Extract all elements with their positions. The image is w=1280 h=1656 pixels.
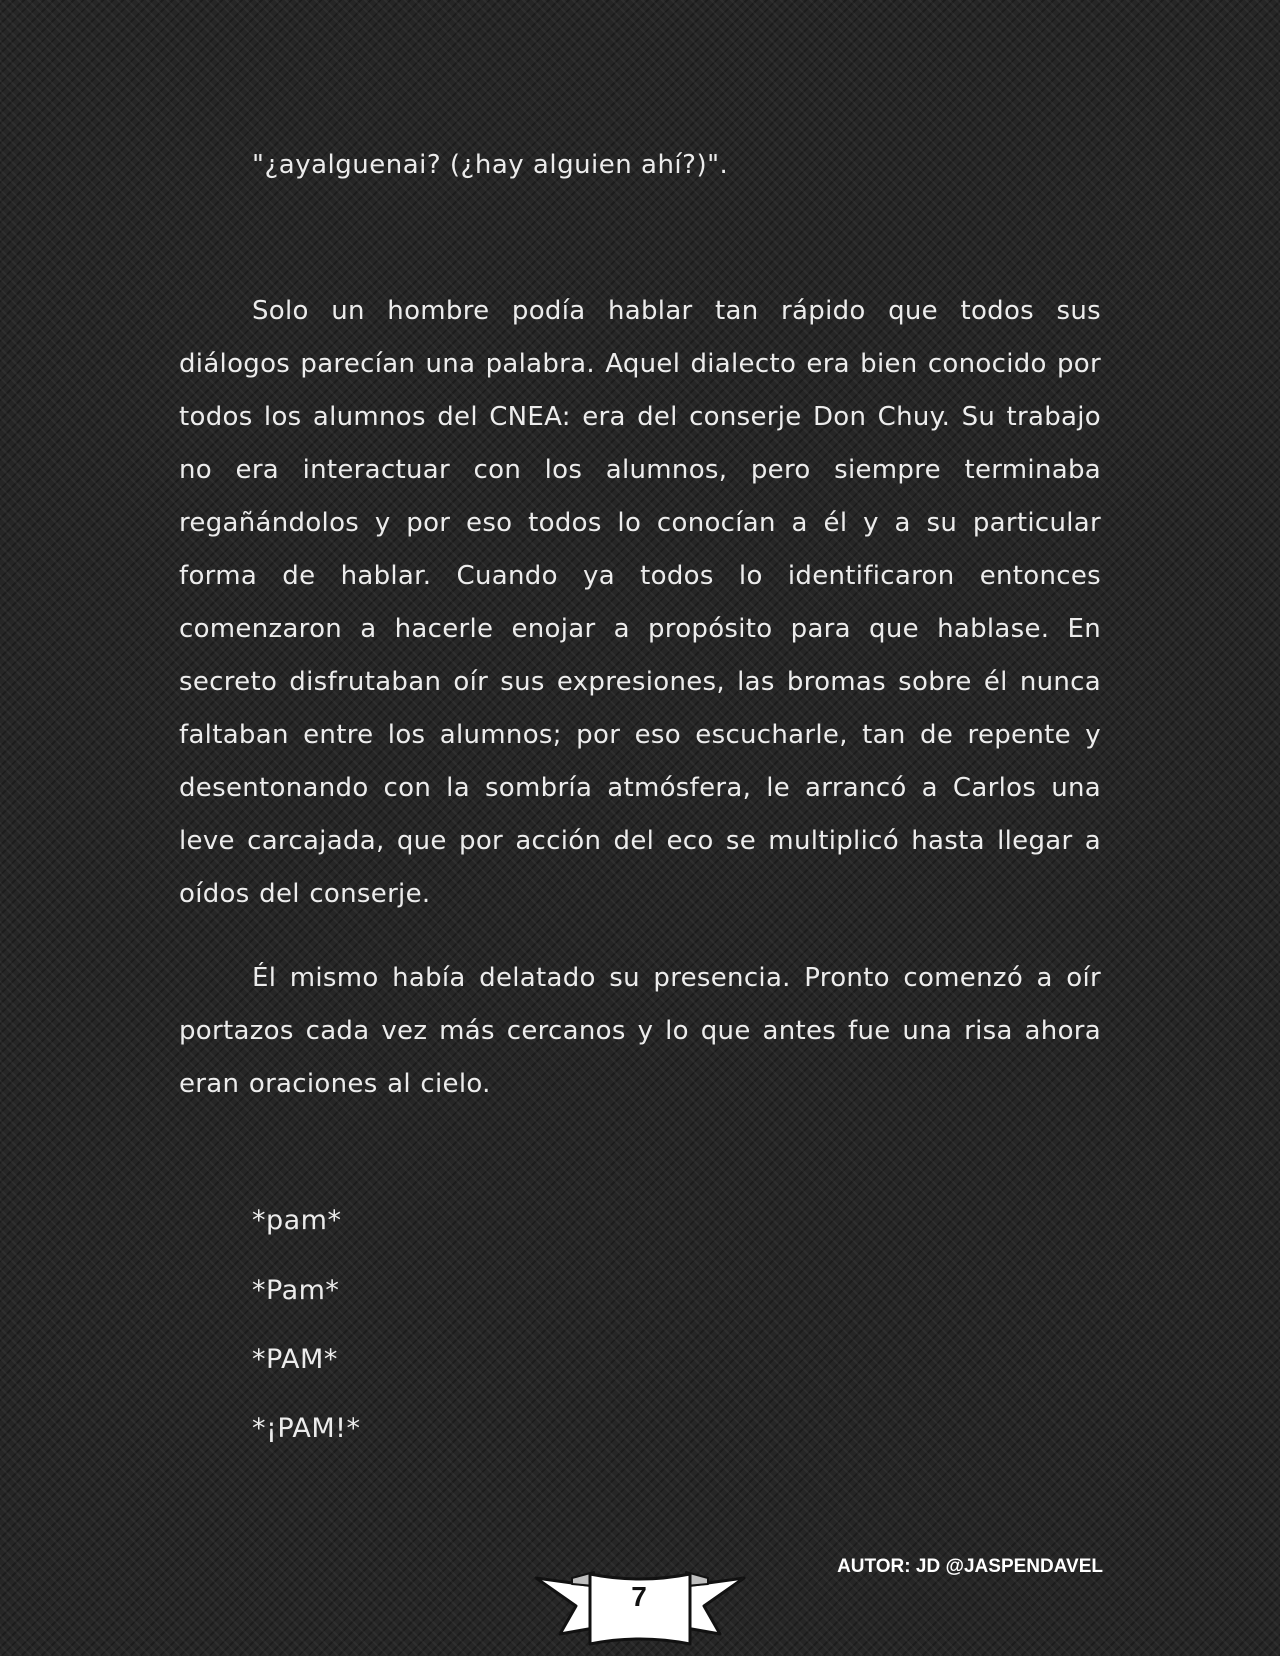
opening-quote-line: "¿ayalguenai? (¿hay alguien ahí?)". bbox=[252, 150, 729, 180]
sound-effect-1: *pam* bbox=[252, 1205, 342, 1236]
sound-effect-3: *PAM* bbox=[252, 1344, 338, 1375]
author-credit: AUTOR: JD @JASPENDAVEL bbox=[837, 1556, 1103, 1577]
sound-effect-2: *Pam* bbox=[252, 1275, 340, 1306]
sound-effect-4: *¡PAM!* bbox=[252, 1413, 361, 1444]
paragraph-presence: Él mismo había delatado su presencia. Pronto comenzó a oír portazos cada vez más cercanos y lo que antes fue una risa ahora eran oraciones al cielo. bbox=[179, 963, 1101, 1099]
paragraph-don-chuy: Solo un hombre podía hablar tan rápido que todos sus diálogos parecían una palabra. Aquel dialecto era bien conocido por todos los alumnos del CNEA: era del conserje Don Chuy. Su trabajo no era interactuar con los alumnos, pero siempre terminaba regañándolos y por eso todos lo conocían a él y a su particular forma de hablar. Cuando ya todos lo identificaron entonces comenzaron a hacerle enojar a propósito para que hablase. En secreto disfrutaban oír sus expresiones, las bromas sobre él nunca faltaban entre los alumnos; por eso escucharle, tan de repente y desentonando con la sombría atmósfera, le arrancó a Carlos una leve carcajada, que por acción del eco se multiplicó hasta llegar a oídos del conserje. bbox=[179, 296, 1101, 909]
page-number: 7 bbox=[631, 1581, 647, 1612]
